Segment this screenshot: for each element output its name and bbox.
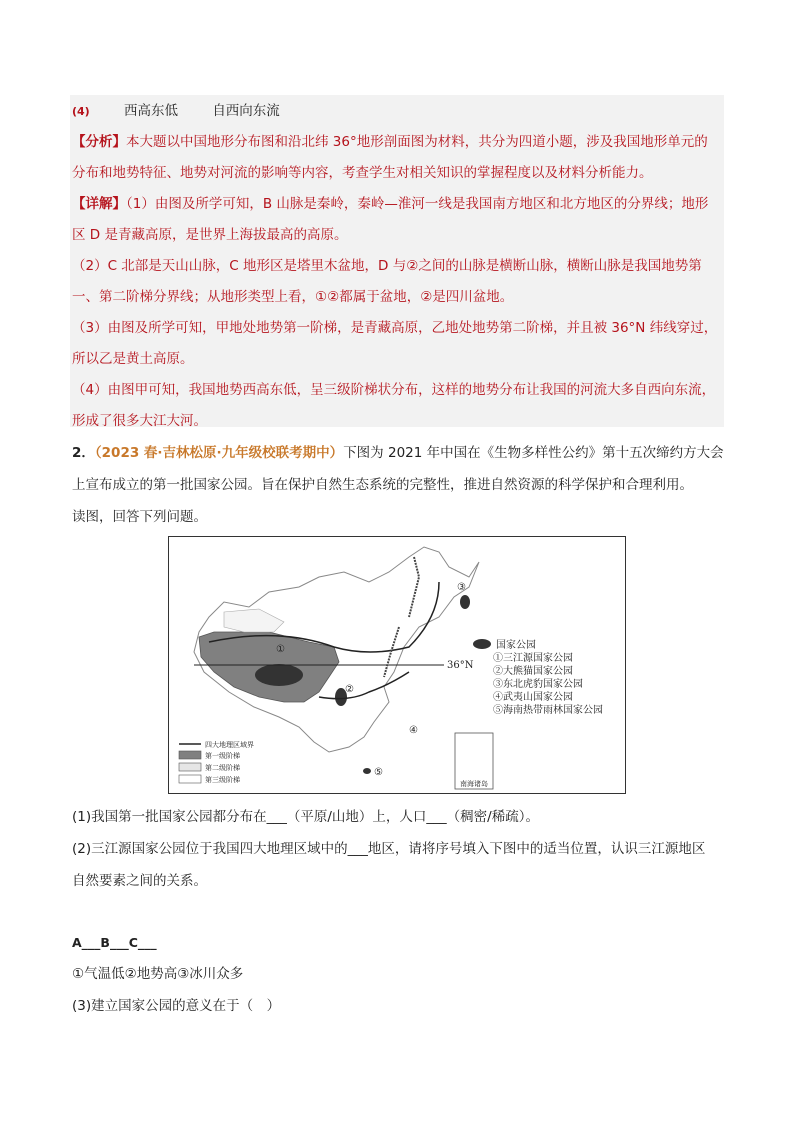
map-svg: [169, 537, 625, 793]
park-marker-1: [255, 664, 303, 686]
detail-line-7: （4）由图甲可知，我国地势西高东低，呈三级阶梯状分布，这样的地势分布让我国的河流大多自西向东流，: [72, 382, 716, 398]
legend-step1-label: 第一级阶梯: [205, 752, 240, 760]
legend-step2-swatch: [179, 763, 201, 771]
question-source: （2023 春·吉林松原·九年级校联考期中）: [94, 445, 344, 461]
analysis-line-2: 分布和地势特征、地势对河流的影响等内容，考查学生对相关知识的掌握程度以及材料分析能力。: [72, 165, 653, 181]
q4-answer-1: 西高东低: [124, 103, 179, 119]
legend-park-4: ④武夷山国家公园: [493, 692, 573, 703]
detail-line-5: （3）由图及所学可知，甲地处地势第一阶梯，是青藏高原，乙地处地势第二阶梯，并且被 36°N 纬线穿过，: [72, 320, 718, 336]
legend-park-5: ⑤海南热带雨林国家公园: [493, 705, 603, 716]
detail-tag: 【详解】: [72, 196, 126, 212]
sub-question-2-line-1: (2)三江源国家公园位于我国四大地理区域中的___地区，请将序号填入下图中的适当位置，认识三江源地区: [72, 841, 706, 857]
detail-line-2: 区 D 是青藏高原，是世界上海拔最高的高原。: [72, 227, 348, 243]
q4-label: (4): [72, 105, 90, 118]
question-number: 2．: [72, 445, 95, 461]
sub-question-2-line-2: 自然要素之间的关系。: [72, 873, 207, 889]
q4-answer-line: [72, 101, 280, 122]
national-parks-map: [168, 536, 626, 794]
park-marker-3: [460, 595, 470, 609]
question-2-line-1: [72, 443, 724, 463]
marker-label-4: ④: [409, 725, 418, 736]
latitude-label: 36°N: [447, 660, 474, 671]
legend-park-icon: [473, 639, 491, 649]
legend-park-3: ③东北虎豹国家公园: [493, 679, 583, 690]
q4-answer-2: 自西向东流: [212, 103, 280, 119]
detail-line-3: （2）C 北部是天山山脉，C 地形区是塔里木盆地，D 与②之间的山脉是横断山脉，横断山脉是我国地势第: [72, 258, 702, 274]
analysis-text-1: 本大题以中国地形分布图和沿北纬 36°地形剖面图为材料，共分为四道小题，涉及我国地形单元的: [126, 134, 708, 150]
analysis-tag: 【分析】: [72, 134, 126, 150]
sub-question-1: (1)我国第一批国家公园都分布在___（平原/山地）上，人口___（稠密/稀疏）。: [72, 809, 539, 825]
legend-title: 国家公园: [496, 640, 536, 651]
legend-park-2: ②大熊猫国家公园: [493, 666, 573, 677]
marker-label-2: ②: [345, 684, 354, 695]
marker-label-1: ①: [276, 644, 285, 655]
question-stem-3: 读图，回答下列问题。: [72, 509, 207, 525]
question-stem-2: 上宣布成立的第一批国家公园。旨在保护自然生态系统的完整性，推进自然资源的科学保护和合理利用。: [72, 477, 693, 493]
options-list: ①气温低②地势高③冰川众多: [72, 966, 244, 982]
detail-line-4: 一、第二阶梯分界线；从地形类型上看，①②都属于盆地，②是四川盆地。: [72, 289, 514, 305]
legend-step3-swatch: [179, 775, 201, 783]
park-marker-5: [363, 768, 371, 774]
detail-text-1: （1）由图及所学可知，B 山脉是秦岭，秦岭—淮河一线是我国南方地区和北方地区的分界线；地形: [126, 196, 709, 212]
analysis-line-1: [72, 132, 708, 152]
marker-label-5: ⑤: [374, 767, 383, 778]
sub-question-3: (3)建立国家公园的意义在于（ ）: [72, 998, 281, 1014]
legend-step2-label: 第二级阶梯: [205, 764, 240, 772]
legend-boundary-label: 四大地理区域界: [205, 741, 254, 749]
inset-label: 南海诸岛: [460, 780, 488, 788]
blanks-abc: A___B___C___: [72, 935, 157, 950]
detail-line-8: 形成了很多大江大河。: [72, 413, 207, 429]
legend-step1-swatch: [179, 751, 201, 759]
marker-label-3: ③: [457, 582, 466, 593]
detail-line-6: 所以乙是黄土高原。: [72, 351, 194, 367]
detail-line-1: [72, 194, 708, 214]
legend-step3-label: 第三级阶梯: [205, 776, 240, 784]
question-stem-1: 下图为 2021 年中国在《生物多样性公约》第十五次缔约方大会: [343, 445, 724, 461]
legend-park-1: ①三江源国家公园: [493, 653, 573, 664]
